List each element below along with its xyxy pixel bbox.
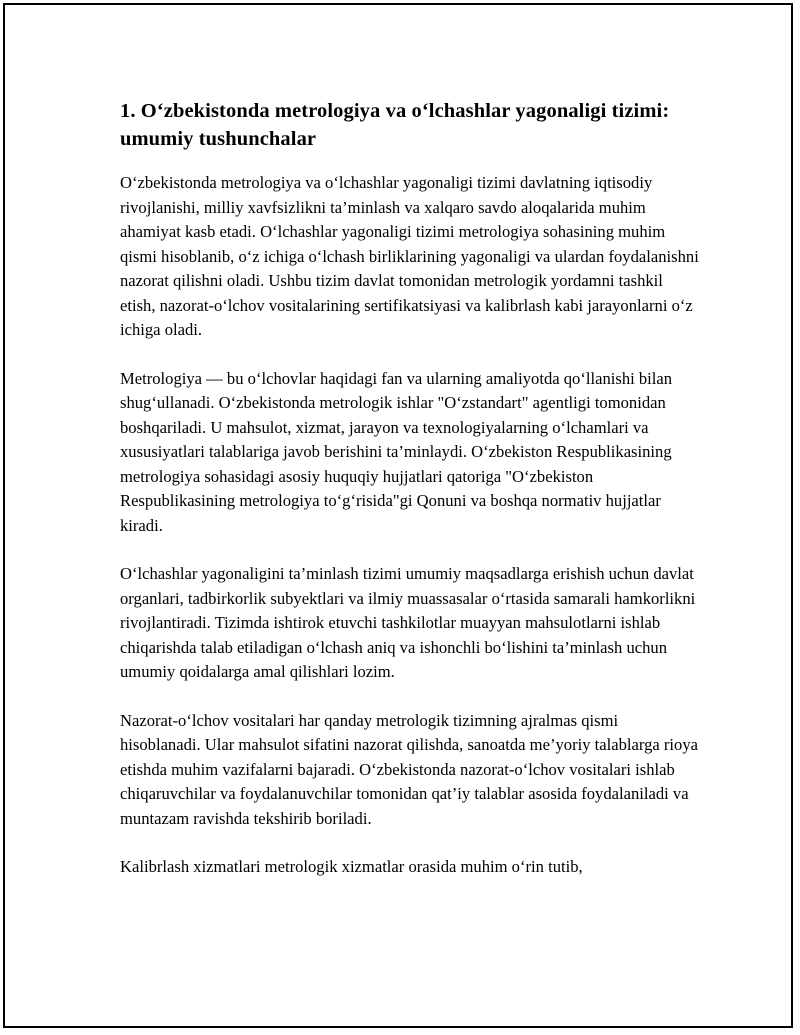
section-heading: 1. O‘zbekistonda metrologiya va o‘lchashlar yagonaligi tizimi: umumiy tushunchalar [120, 100, 670, 150]
paragraph-3: O‘lchashlar yagonaligini ta’minlash tizimi umumiy maqsadlarga erishish uchun davlat organlari, tadbirkorlik subyektlari va ilmiy muassasalar o‘rtasida samarali hamkorlikni rivojlantiradi. Tizimda ishtirok etuvchi tashkilotlar muayyan mahsulotlarni ishlab chiqarishda talab etiladigan o‘lchash aniq va ishonchli bo‘lishini ta’minlash uchun umumiy qoidalarga amal qilishlari lozim. [120, 564, 696, 681]
paragraph-1: O‘zbekistonda metrologiya va o‘lchashlar yagonaligi tizimi davlatning iqtisodiy rivojlanishi, milliy xavfsizlikni ta’minlash va xalqaro savdo aloqalarida muhim ahamiyat kasb etadi. O‘lchashlar yagonaligi tizimi metrologiya sohasining muhim qismi hisoblanib, o‘z ichiga o‘lchash birliklarining yagonaligi va ulardan foydalanishni nazorat qilishni oladi. Ushbu tizim davlat tomonidan metrologik yordamni tashkil etish, nazorat-o‘lchov vositalarining sertifikatsiyasi va kalibrlash kabi jarayonlarni o‘z ichiga oladi. [120, 173, 699, 339]
paragraph-2: Metrologiya — bu o‘lchovlar haqidagi fan va ularning amaliyotda qo‘llanishi bilan shug‘ullanadi. O‘zbekistonda metrologik ishlar "O‘zstandart" agentligi tomonidan boshqariladi. U mahsulot, xizmat, jarayon va texnologiyalarning o‘lchamlari va xususiyatlari talablariga javob berishini ta’minlaydi. O‘zbekiston Respublikasining metrologiya sohasidagi asosiy huquqiy hujjatlari qatoriga "O‘zbekiston Respublikasining metrologiya to‘g‘risida"gi Qonuni va boshqa normativ hujjatlar kiradi. [120, 368, 673, 535]
page-frame [3, 3, 793, 1028]
paragraph-4: Nazorat-o‘lchov vositalari har qanday metrologik tizimning ajralmas qismi hisoblanadi. Ular mahsulot sifatini nazorat qilishda, sanoatda me’yoriy talablarga rioya etishda muhim vazifalarni bajaradi. O‘zbekistonda nazorat-o‘lchov vositalari ishlab chiqaruvchilar va foydalanuvchilar tomonidan qat’iy talablar asosida foydalaniladi va muntazam ravishda tekshirib boriladi. [120, 710, 699, 828]
paragraph-5: Kalibrlash xizmatlari metrologik xizmatlar orasida muhim o‘rin tutib, [120, 857, 583, 876]
document-body [120, 97, 700, 904]
